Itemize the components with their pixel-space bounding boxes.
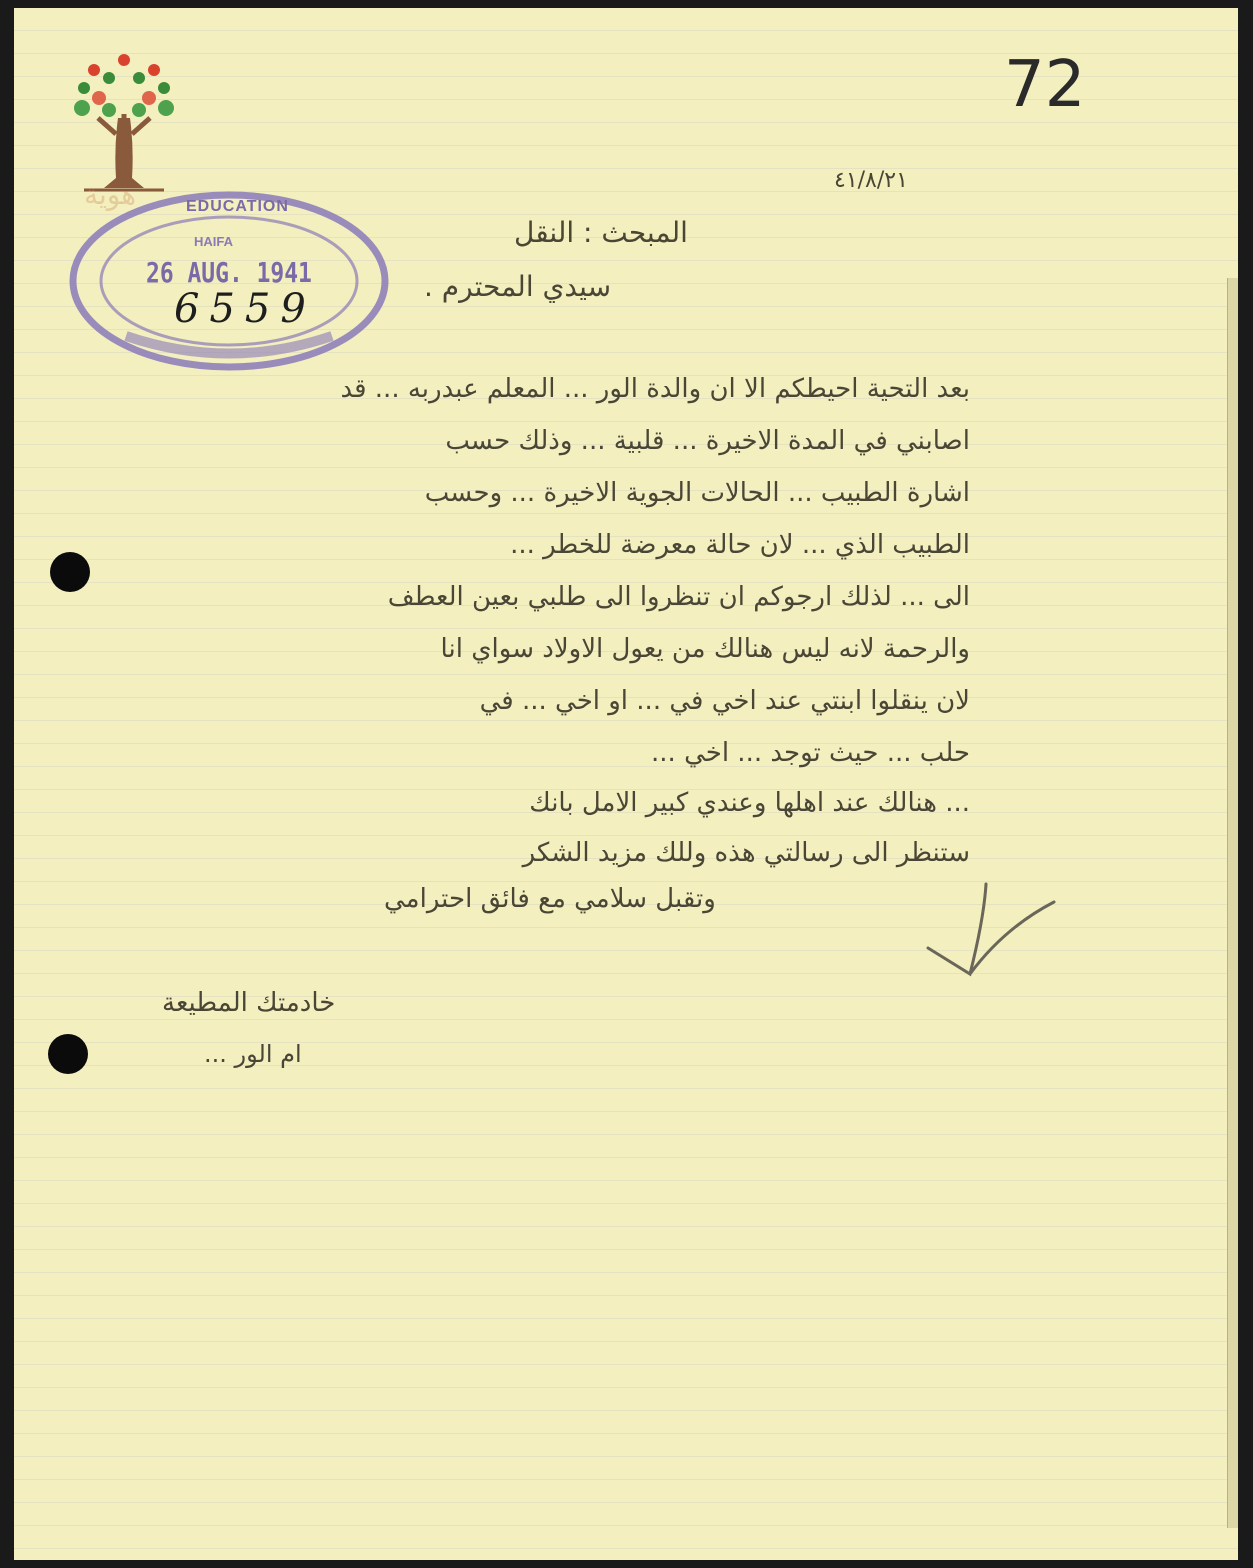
letter-closing: وتقبل سلامي مع فائق احترامي [384,884,716,914]
binder-hole-top [50,552,90,592]
letter-subject: المبحث : النقل [514,216,688,249]
body-line: الطبيب الذي ... لان حالة معرضة للخطر ... [510,530,970,560]
page-number: 72 [1004,48,1086,122]
binder-hole-bottom [48,1034,88,1074]
handwritten-signature [914,878,1064,988]
logo-caption: هوية [84,178,137,211]
letter-salutation: سيدي المحترم . [424,270,612,303]
body-line: والرحمة لانه ليس هنالك من يعول الاولاد سواي انا [440,634,970,664]
body-line: بعد التحية احيطكم الا ان والدة الور ... المعلم عبدربه ... قد [340,374,970,404]
body-line: حلب ... حيث توجد ... اخي ... [651,738,970,768]
stamp-city: HAIFA [194,234,233,249]
body-line: الى ... لذلك ارجوكم ان تنظروا الى طلبي بعين العطف [387,582,970,612]
signature-line-1: خادمتك المطيعة [162,988,336,1018]
stamp-number: 6559 [174,286,316,332]
page-edge [1227,278,1238,1528]
body-line: ... هنالك عند اهلها وعندي كبير الامل بانك [529,788,970,818]
body-line: اشارة الطبيب ... الحالات الجوية الاخيرة ... وحسب [424,478,970,508]
signature-line-2: ام الور ... [204,1040,302,1068]
stamp-top-text: EDUCATION [186,198,289,215]
body-line: لان ينقلوا ابنتي عند اخي في ... او اخي ... في [479,686,970,716]
body-line: ستنظر الى رسالتي هذه وللك مزيد الشكر [522,838,970,868]
letter-date: ٤١/٨/٢١ [834,168,908,193]
stamp-date: 26 AUG. 1941 [146,256,312,289]
body-line: اصابني في المدة الاخيرة ... قلبية ... وذلك حسب [445,426,970,456]
letter-sheet [14,8,1238,1560]
